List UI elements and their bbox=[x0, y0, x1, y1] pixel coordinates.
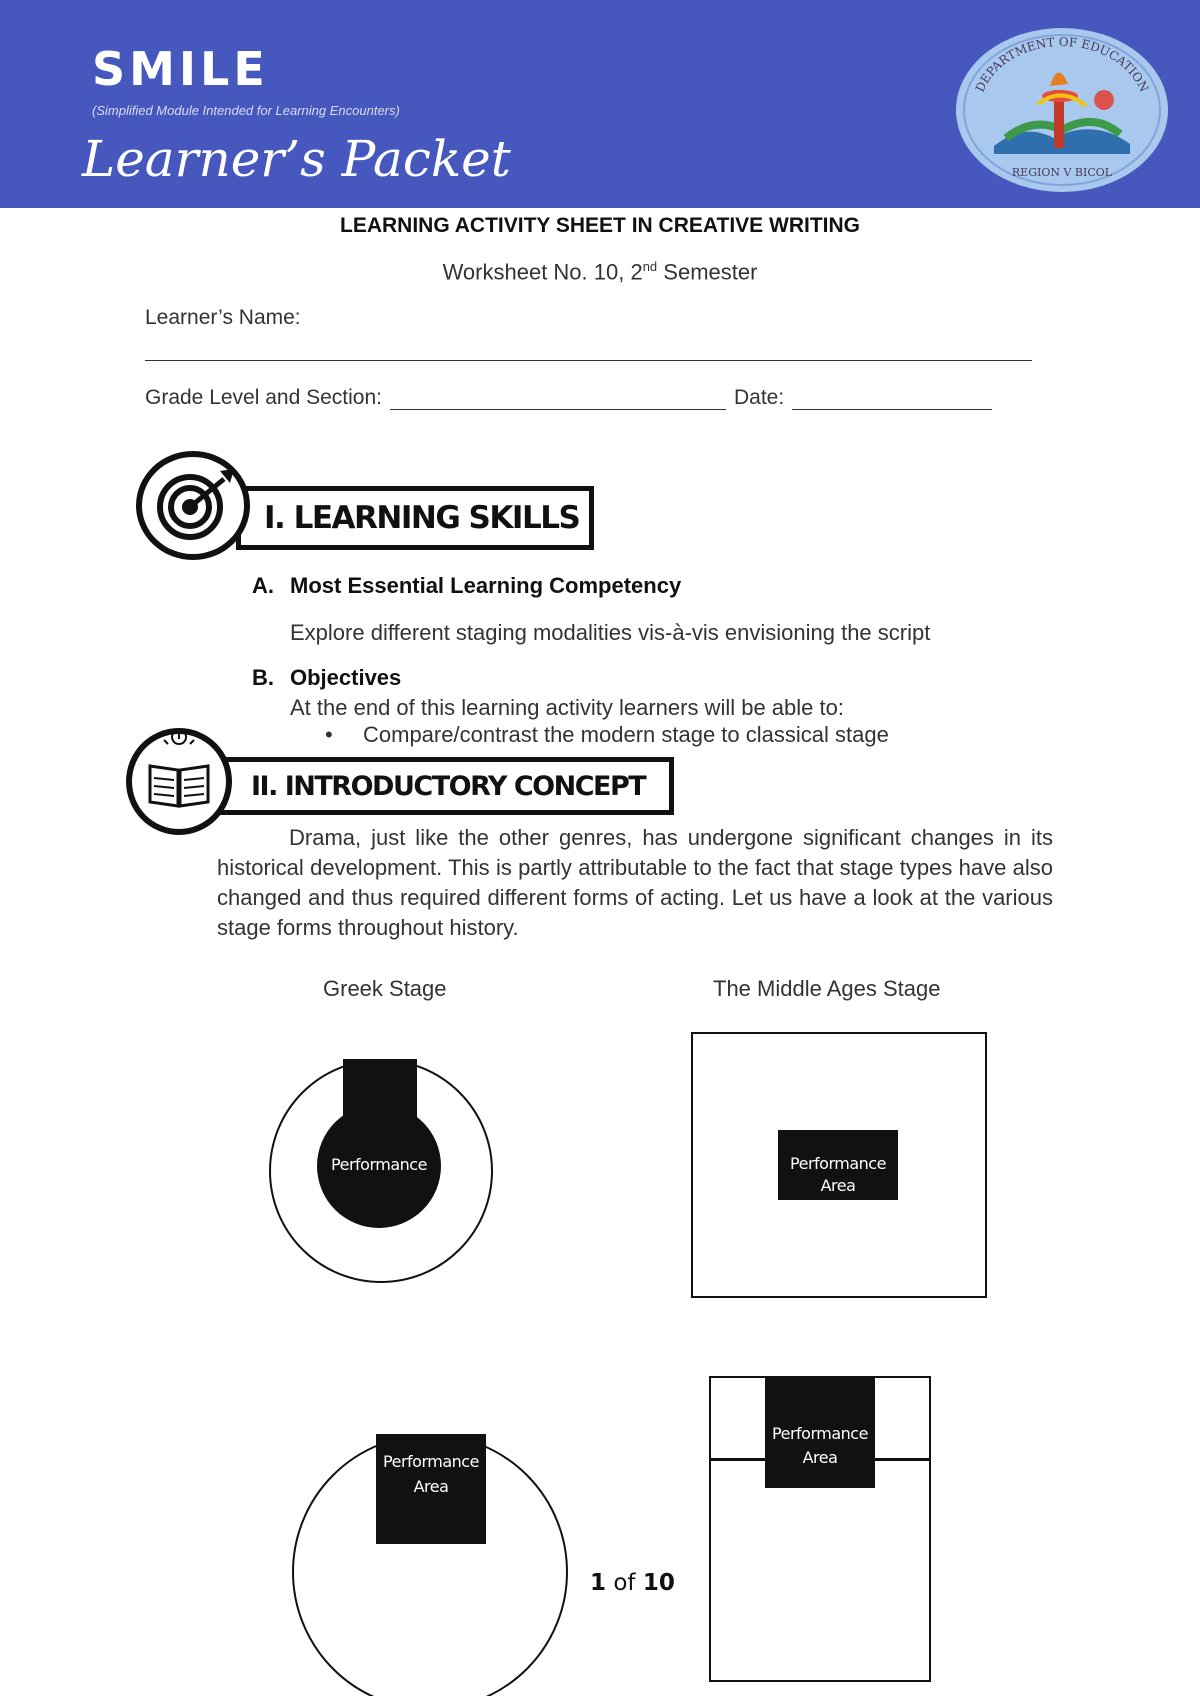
sheet-title: LEARNING ACTIVITY SHEET IN CREATIVE WRITING bbox=[340, 214, 860, 237]
date-label: Date: bbox=[734, 386, 785, 409]
page-current: 1 bbox=[590, 1570, 607, 1596]
competency-text: Explore different staging modalities vis-à-vis envisioning the script bbox=[290, 620, 931, 645]
objective-bullet: • bbox=[325, 722, 333, 747]
section-1-icon-ring bbox=[136, 451, 250, 560]
page-total: 10 bbox=[642, 1570, 675, 1596]
grade-date-row bbox=[145, 386, 1035, 410]
middle-ages-performance-label-2: Area bbox=[820, 1176, 856, 1195]
competency-letter: A. bbox=[252, 573, 274, 598]
middle-ages-stage-label: The Middle Ages Stage bbox=[713, 976, 941, 1001]
objectives-letter: B. bbox=[252, 665, 274, 690]
objective-item: Compare/contrast the modern stage to classical stage bbox=[363, 722, 889, 747]
grade-label: Grade Level and Section: bbox=[145, 386, 382, 409]
svg-text:DEPARTMENT OF EDUCATION: DEPARTMENT OF EDUCATION bbox=[972, 34, 1152, 95]
rect-stage-performance-label-2: Area bbox=[802, 1448, 838, 1467]
competency-heading: Most Essential Learning Competency bbox=[290, 573, 682, 598]
worksheet-prefix: Worksheet No. 10, 2 bbox=[442, 259, 643, 285]
objectives-intro: At the end of this learning activity learners will be able to: bbox=[290, 695, 844, 720]
learner-name-blank[interactable] bbox=[145, 342, 1032, 361]
open-book-lightbulb-icon bbox=[132, 734, 226, 829]
section-2-icon-ring bbox=[126, 728, 232, 835]
packet-title: Learner’s Packet bbox=[82, 130, 511, 188]
objectives-heading: Objectives bbox=[290, 665, 402, 690]
deped-seal-logo bbox=[954, 26, 1170, 194]
svg-text:REGION V BICOL: REGION V BICOL bbox=[1011, 166, 1113, 179]
section-1-title: I. LEARNING SKILLS bbox=[264, 500, 580, 536]
greek-stage-label: Greek Stage bbox=[323, 976, 447, 1001]
rect-stage-performance-label-1: Performance bbox=[772, 1424, 868, 1443]
section-2-title: II. INTRODUCTORY CONCEPT bbox=[251, 771, 646, 802]
greek-performance-label: Performance bbox=[331, 1155, 427, 1174]
target-icon bbox=[142, 457, 244, 554]
brand-subtitle: (Simplified Module Intended for Learning Encounters) bbox=[92, 103, 400, 118]
circle-stage-diagram bbox=[290, 1434, 570, 1696]
intro-paragraph-text: Drama, just like the other genres, has undergone significant changes in its historical development. This is partly attributable to the fact that stage types have also changed and thus required different forms of acting. Let us have a look at the various stage forms throughout history. bbox=[217, 825, 1053, 940]
learner-name-label: Learner’s Name: bbox=[145, 306, 301, 329]
worksheet-number bbox=[0, 259, 1200, 285]
intro-paragraph bbox=[217, 823, 1053, 943]
circle-stage-performance-label-1: Performance bbox=[383, 1452, 479, 1471]
date-blank[interactable] bbox=[792, 391, 992, 410]
worksheet-suffix: Semester bbox=[657, 259, 758, 285]
grade-blank[interactable] bbox=[390, 391, 726, 410]
worksheet-ordinal: nd bbox=[642, 259, 658, 274]
page-number bbox=[590, 1570, 675, 1596]
page-of: of bbox=[613, 1570, 636, 1596]
circle-stage-performance-label-2: Area bbox=[413, 1477, 449, 1496]
brand-logo-text: SMILE bbox=[92, 42, 269, 96]
middle-ages-performance-label-1: Performance bbox=[790, 1154, 886, 1173]
